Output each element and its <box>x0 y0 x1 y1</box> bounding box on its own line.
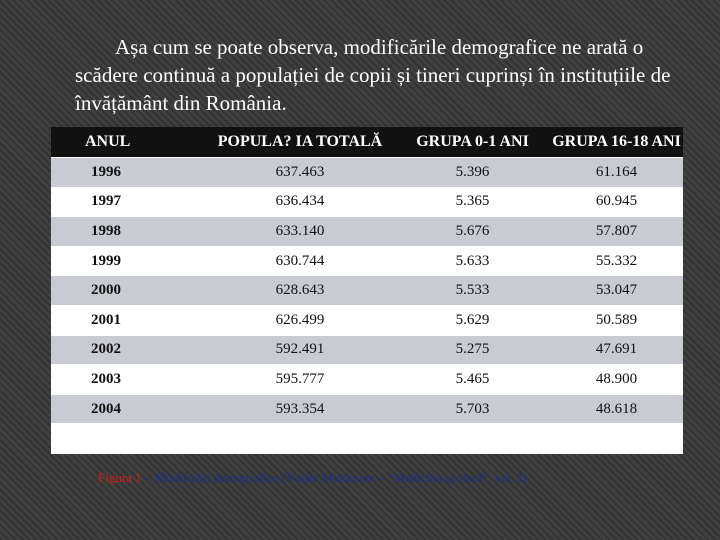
demographics-table <box>51 127 683 423</box>
total-population-cell: 633.140 <box>205 217 395 247</box>
table-row <box>51 365 683 395</box>
total-population-cell: 630.744 <box>205 246 395 276</box>
header-total-population: POPULA? IA TOTALĂ <box>205 127 395 158</box>
table-row <box>51 158 683 188</box>
header-group-0-1: GRUPA 0-1 ANI <box>395 127 550 158</box>
group-16-18-cell: 48.618 <box>550 394 683 423</box>
group-0-1-cell: 5.365 <box>395 187 550 217</box>
total-population-cell: 626.499 <box>205 305 395 335</box>
group-0-1-cell: 5.533 <box>395 276 550 306</box>
table-row <box>51 305 683 335</box>
figure-caption <box>98 470 698 486</box>
group-16-18-cell: 53.047 <box>550 276 683 306</box>
table-header-row <box>51 127 683 158</box>
total-population-cell: 593.354 <box>205 394 395 423</box>
figure-label: Figura 1 <box>98 470 142 485</box>
year-cell: 2004 <box>51 394 205 423</box>
year-cell: 1996 <box>51 158 205 188</box>
group-16-18-cell: 48.900 <box>550 365 683 395</box>
group-0-1-cell: 5.275 <box>395 335 550 365</box>
year-cell: 2000 <box>51 276 205 306</box>
table-row <box>51 246 683 276</box>
total-population-cell: 628.643 <box>205 276 395 306</box>
table-row <box>51 217 683 247</box>
group-16-18-cell: 61.164 <box>550 158 683 188</box>
intro-paragraph: Așa cum se poate observa, modificările demografice ne arată o scădere continuă a populației de copii și tineri cuprinși în instituțiile de învățământ din România. <box>75 35 671 115</box>
group-0-1-cell: 5.396 <box>395 158 550 188</box>
header-year: ANUL <box>51 127 205 158</box>
group-0-1-cell: 5.629 <box>395 305 550 335</box>
year-cell: 1998 <box>51 217 205 247</box>
year-cell: 2003 <box>51 365 205 395</box>
table-body <box>51 158 683 424</box>
table-row <box>51 335 683 365</box>
total-population-cell: 636.434 <box>205 187 395 217</box>
total-population-cell: 592.491 <box>205 335 395 365</box>
year-cell: 2001 <box>51 305 205 335</box>
group-16-18-cell: 47.691 <box>550 335 683 365</box>
group-0-1-cell: 5.676 <box>395 217 550 247</box>
group-0-1-cell: 5.465 <box>395 365 550 395</box>
table-row <box>51 276 683 306</box>
total-population-cell: 595.777 <box>205 365 395 395</box>
figure-caption-text: – Modificări demografice (Vasile Moldovan – “Medicina școlară”, vol. I) <box>141 470 527 485</box>
group-0-1-cell: 5.703 <box>395 394 550 423</box>
year-cell: 1997 <box>51 187 205 217</box>
year-cell: 2002 <box>51 335 205 365</box>
group-0-1-cell: 5.633 <box>395 246 550 276</box>
header-group-16-18: GRUPA 16-18 ANI <box>550 127 683 158</box>
year-cell: 1999 <box>51 246 205 276</box>
table-row <box>51 394 683 423</box>
group-16-18-cell: 57.807 <box>550 217 683 247</box>
total-population-cell: 637.463 <box>205 158 395 188</box>
group-16-18-cell: 60.945 <box>550 187 683 217</box>
table-row <box>51 187 683 217</box>
group-16-18-cell: 55.332 <box>550 246 683 276</box>
group-16-18-cell: 50.589 <box>550 305 683 335</box>
demographics-table-panel <box>51 127 683 454</box>
